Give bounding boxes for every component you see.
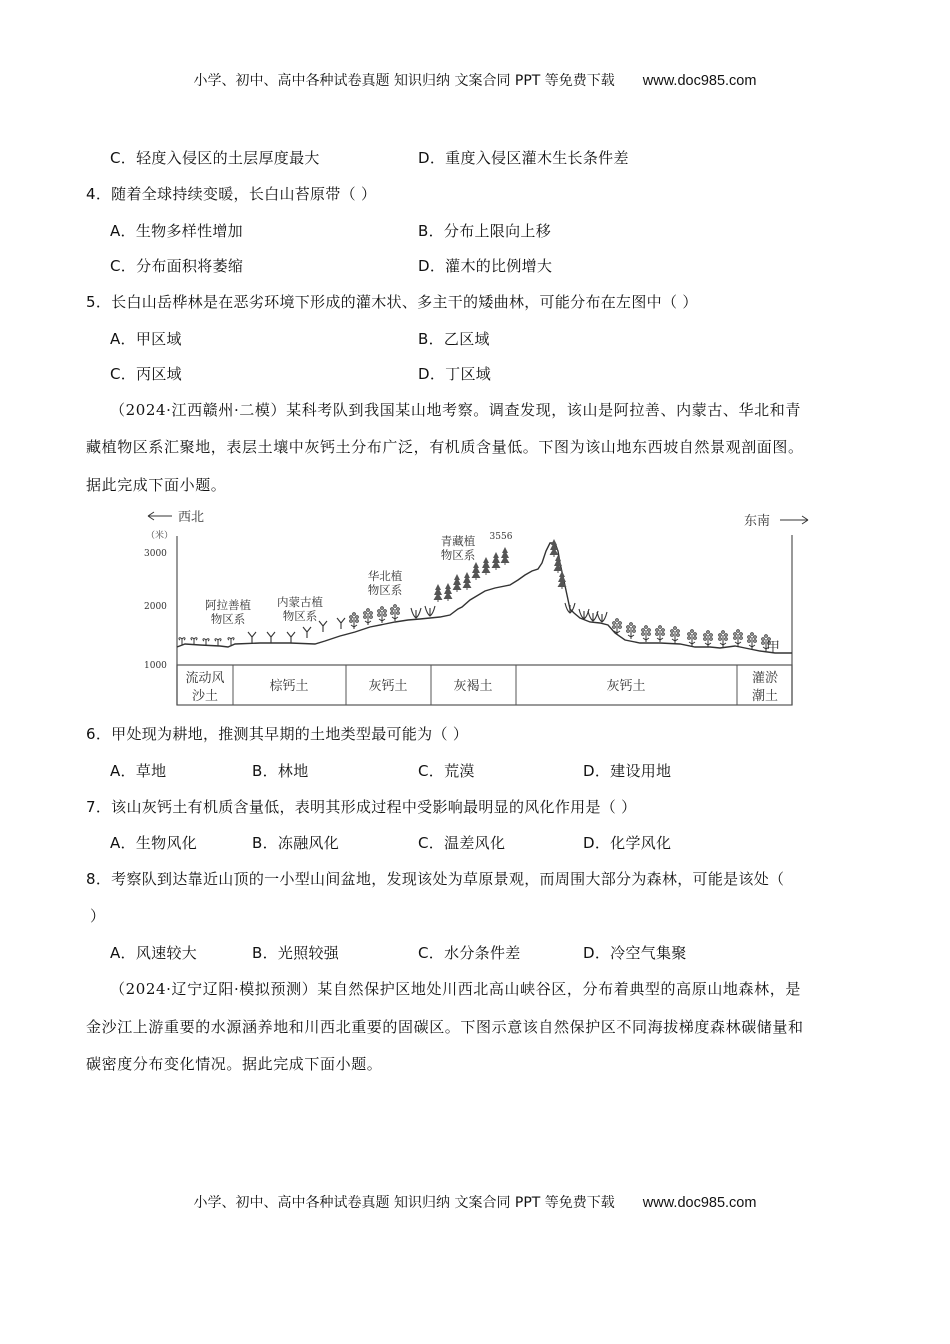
passage2-line-3: 碳密度分布变化情况。据此完成下面小题。: [86, 1055, 383, 1073]
q5-stem: 5．长白山岳桦林是在恶劣环境下形成的灌木状、多主干的矮曲林，可能分布在左图中（ ）: [86, 293, 698, 311]
q7-option-b: B．冻融风化: [252, 834, 340, 852]
arrow-right-icon: [780, 516, 808, 524]
flora-label-qingzang-1: 青藏植: [440, 534, 476, 548]
q8-option-d: D．冷空气集聚: [583, 944, 687, 962]
page-header: [0, 70, 950, 90]
y-tick-3000: 3000: [144, 549, 167, 559]
footer-site-link[interactable]: www.doc985.com: [642, 1195, 757, 1211]
q4-option-c: C．分布面积将萎缩: [110, 257, 244, 275]
q6-option-c: C．荒漠: [418, 762, 475, 780]
passage1-line-1: （2024·江西赣州·二模）某科考队到我国某山地考察。调查发现，该山是阿拉善、内蒙古、华北和青: [110, 401, 801, 419]
q4-option-a: A．生物多样性增加: [110, 222, 243, 240]
q5-option-a: A．甲区域: [110, 330, 182, 348]
q4-option-d: D．灌木的比例增大: [418, 257, 553, 275]
peak-elevation-label: 3556: [489, 532, 513, 542]
q8-stem: 8．考察队到达靠近山顶的一小型山间盆地，发现该处为草原景观，而周围大部分为森林，可能是该处（: [86, 870, 785, 888]
soil-band-1-line1: 流动风: [185, 671, 225, 686]
soil-band-6-line1: 灌淤: [751, 671, 779, 686]
y-axis-unit: （米）: [146, 531, 174, 541]
flora-label-mongolia-2: 物区系: [282, 609, 318, 623]
direction-northwest: 西北: [178, 510, 205, 525]
q5-option-d: D．丁区域: [418, 365, 492, 383]
arrow-left-icon: [148, 512, 172, 520]
q5-option-c: C．丙区域: [110, 365, 182, 383]
q5-option-b: B．乙区域: [418, 330, 490, 348]
flora-label-huabei-2: 物区系: [367, 583, 403, 597]
passage1-line-2: 藏植物区系汇聚地，表层土壤中灰钙土分布广泛，有机质含量低。下图为该山地东西坡自然景观剖面图。: [86, 438, 804, 456]
header-site-link[interactable]: www.doc985.com: [642, 73, 757, 89]
footer-text: 小学、初中、高中各种试卷真题 知识归纳 文案合同 PPT 等免费下载: [193, 1195, 615, 1211]
q4-stem: 4．随着全球持续变暖，长白山苔原带（ ）: [86, 185, 377, 203]
q6-option-d: D．建设用地: [583, 762, 672, 780]
q7-option-a: A．生物风化: [110, 834, 198, 852]
flora-label-huabei-1: 华北植: [367, 569, 403, 583]
passage2-line-1: （2024·辽宁辽阳·模拟预测）某自然保护区地处川西北高山峡谷区，分布着典型的高原山地森林，是: [110, 980, 801, 998]
q4-option-b: B．分布上限向上移: [418, 222, 551, 240]
passage1-line-3: 据此完成下面小题。: [86, 476, 227, 494]
q7-option-c: C．温差风化: [418, 834, 506, 852]
q8-option-b: B．光照较强: [252, 944, 340, 962]
q3-option-d: D．重度入侵区灌木生长条件差: [418, 149, 629, 167]
passage2-line-2: 金沙江上游重要的水源涵养地和川西北重要的固碳区。下图示意该自然保护区不同海拔梯度森林碳储量和: [86, 1018, 804, 1036]
q8-option-a: A．风速较大: [110, 944, 198, 962]
header-text: 小学、初中、高中各种试卷真题 知识归纳 文案合同 PPT 等免费下载: [193, 73, 615, 89]
soil-band-3: 灰钙土: [368, 679, 408, 694]
flora-label-alxa-2: 物区系: [210, 612, 246, 626]
soil-band-1-line2: 沙土: [191, 689, 219, 704]
terrain-profile: [177, 543, 792, 653]
y-tick-1000: 1000: [144, 661, 167, 671]
flora-label-qingzang-2: 物区系: [440, 548, 476, 562]
q6-stem: 6．甲处现为耕地，推测其早期的土地类型最可能为（ ）: [86, 725, 469, 743]
soil-band-5: 灰钙土: [606, 679, 646, 694]
soil-band-2: 棕钙土: [269, 679, 309, 694]
flora-label-mongolia-1: 内蒙古植: [277, 595, 323, 609]
q8-option-c: C．水分条件差: [418, 944, 521, 962]
point-jia-label: 甲: [766, 640, 780, 656]
direction-southeast: 东南: [744, 514, 771, 529]
flora-label-alxa-1: 阿拉善植: [205, 598, 251, 612]
q6-option-a: A．草地: [110, 762, 167, 780]
q3-option-c: C．轻度入侵区的土层厚度最大: [110, 149, 320, 167]
mountain-profile-figure: [140, 505, 810, 710]
page-footer: [0, 1192, 950, 1212]
q7-stem: 7．该山灰钙土有机质含量低，表明其形成过程中受影响最明显的风化作用是（ ）: [86, 798, 637, 816]
q8-stem-cont: ）: [90, 907, 106, 925]
soil-band-6-line2: 潮土: [751, 689, 779, 704]
y-tick-2000: 2000: [144, 602, 167, 612]
soil-band-4: 灰褐土: [453, 679, 493, 694]
q7-option-d: D．化学风化: [583, 834, 672, 852]
q6-option-b: B．林地: [252, 762, 309, 780]
